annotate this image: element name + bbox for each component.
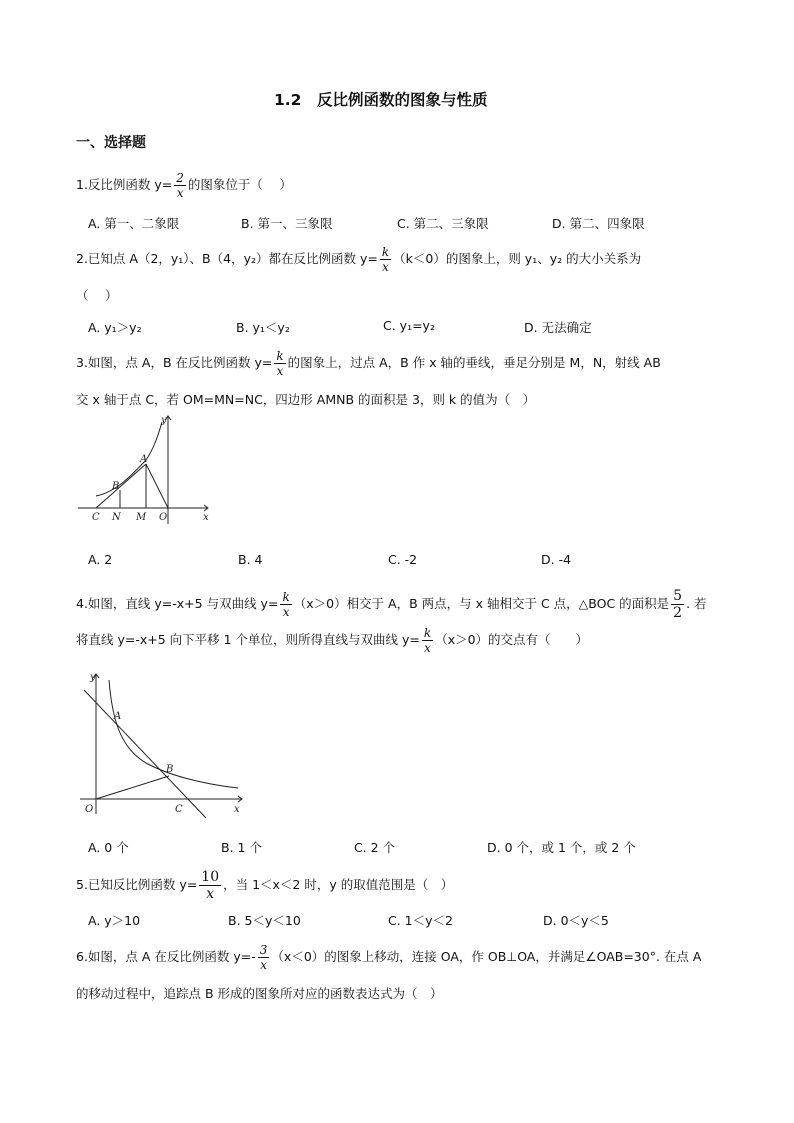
option-a: A. 2	[88, 552, 113, 567]
question-6-line2: 的移动过程中，追踪点 B 形成的图象所对应的函数表达式为（ ）	[76, 986, 443, 1001]
option-b: B. 1 个	[221, 840, 262, 855]
option-b: B. 5＜y＜10	[228, 913, 301, 928]
option-c: C. 1＜y＜2	[388, 913, 453, 928]
question-3-post: 的图象上，过点 A，B 作 x 轴的垂线，垂足分别是 M，N，射线 AB	[287, 355, 661, 370]
option-a: A. 0 个	[88, 840, 129, 855]
option-d: D. 0＜y＜5	[543, 913, 609, 928]
question-4-post: （x＞0）相交于 A，B 两点，与 x 轴相交于 C 点，△BOC 的面积是	[293, 596, 670, 611]
option-c: C. y₁=y₂	[383, 318, 435, 333]
segment-ob	[96, 776, 169, 799]
label-c: C	[175, 804, 183, 815]
fraction: $\frac{3}{x}$	[259, 943, 268, 972]
question-4-pre: 4.如图，直线 y=-x+5 与双曲线 y=	[76, 596, 279, 611]
fraction: $\frac{k}{x}$	[282, 590, 290, 619]
option-b: B. y₁＜y₂	[236, 320, 290, 335]
question-1-post: 的图象位于（ ）	[187, 177, 292, 192]
fraction: $\frac{2}{x}$	[176, 171, 184, 200]
question-1	[76, 172, 292, 199]
hyperbola-curve	[96, 422, 162, 496]
option-a: A. 第一、二象限	[88, 216, 180, 231]
option-c: C. -2	[388, 552, 418, 567]
option-b: B. 4	[238, 552, 263, 567]
question-6-post: （x＜0）的图象上移动，连接 OA，作 OB⊥OA，并满足∠OAB=30°. 在点 A	[271, 949, 702, 964]
label-b: B	[112, 481, 120, 492]
option-d: D. 第二、四象限	[552, 216, 645, 231]
label-c: C	[92, 512, 100, 523]
fraction: $\frac{10}{x}$	[201, 869, 220, 902]
option-b: B. 第一、三象限	[241, 216, 333, 231]
fraction: $\frac{k}{x}$	[276, 349, 284, 378]
segment-ao	[146, 464, 168, 508]
label-m: M	[136, 512, 147, 523]
question-3-pre: 3.如图，点 A，B 在反比例函数 y=	[76, 355, 273, 370]
label-b: B	[166, 764, 174, 775]
fraction: $\frac{k}{x}$	[423, 626, 432, 655]
question-2-post: （k＜0）的图象上，则 y₁、y₂ 的大小关系为	[393, 251, 642, 266]
fraction-five-halves: $\frac{5}{2}$	[673, 588, 683, 621]
label-o: O	[85, 804, 94, 815]
question-4-line2-pre: 将直线 y=-x+5 向下平移 1 个单位，则所得直线与双曲线 y=	[76, 632, 420, 647]
question-3-line2: 交 x 轴于点 C，若 OM=MN=NC，四边形 AMNB 的面积是 3，则 k 的值为（ ）	[76, 392, 536, 407]
hyperbola-curve	[109, 680, 238, 788]
ray-ab	[96, 464, 146, 508]
question-4-line2-post: （x＞0）的交点有（ ）	[435, 632, 589, 647]
question-4	[76, 589, 707, 620]
page-title: 1.2 反比例函数的图象与性质	[274, 91, 488, 109]
label-a: A	[114, 711, 122, 722]
question-5	[76, 870, 453, 901]
question-3-figure	[76, 412, 216, 526]
question-2-pre: 2.已知点 A（2，y₁）、B（4，y₂）都在反比例函数 y=	[76, 251, 378, 266]
question-4-post2: . 若	[686, 596, 707, 611]
option-a: A. y₁＞y₂	[88, 320, 142, 335]
option-a: A. y＞10	[88, 913, 141, 928]
label-o: O	[159, 512, 168, 523]
question-6-pre: 6.如图，点 A 在反比例函数 y=-	[76, 949, 256, 964]
label-y: y	[161, 415, 167, 426]
label-a: A	[140, 454, 148, 465]
option-c: C. 2 个	[354, 840, 396, 855]
question-4-line2	[76, 627, 588, 654]
question-2	[76, 246, 641, 273]
label-y: y	[90, 672, 96, 683]
question-6	[76, 944, 701, 971]
option-d: D. 0 个，或 1 个，或 2 个	[487, 840, 636, 855]
section-heading: 一、选择题	[76, 135, 146, 151]
question-1-pre: 1.反比例函数 y=	[76, 177, 173, 192]
question-4-figure	[76, 668, 248, 822]
option-d: D. 无法确定	[524, 320, 592, 335]
fraction: $\frac{k}{x}$	[381, 245, 390, 274]
label-x: x	[203, 512, 209, 523]
label-n: N	[112, 512, 121, 523]
question-5-pre: 5.已知反比例函数 y=	[76, 877, 198, 892]
label-x: x	[234, 804, 240, 815]
question-2-line2: （ ）	[76, 288, 118, 303]
option-d: D. -4	[541, 552, 572, 567]
question-5-post: ，当 1＜x＜2 时，y 的取值范围是（ ）	[223, 877, 454, 892]
option-c: C. 第二、三象限	[397, 216, 489, 231]
question-3	[76, 350, 661, 377]
